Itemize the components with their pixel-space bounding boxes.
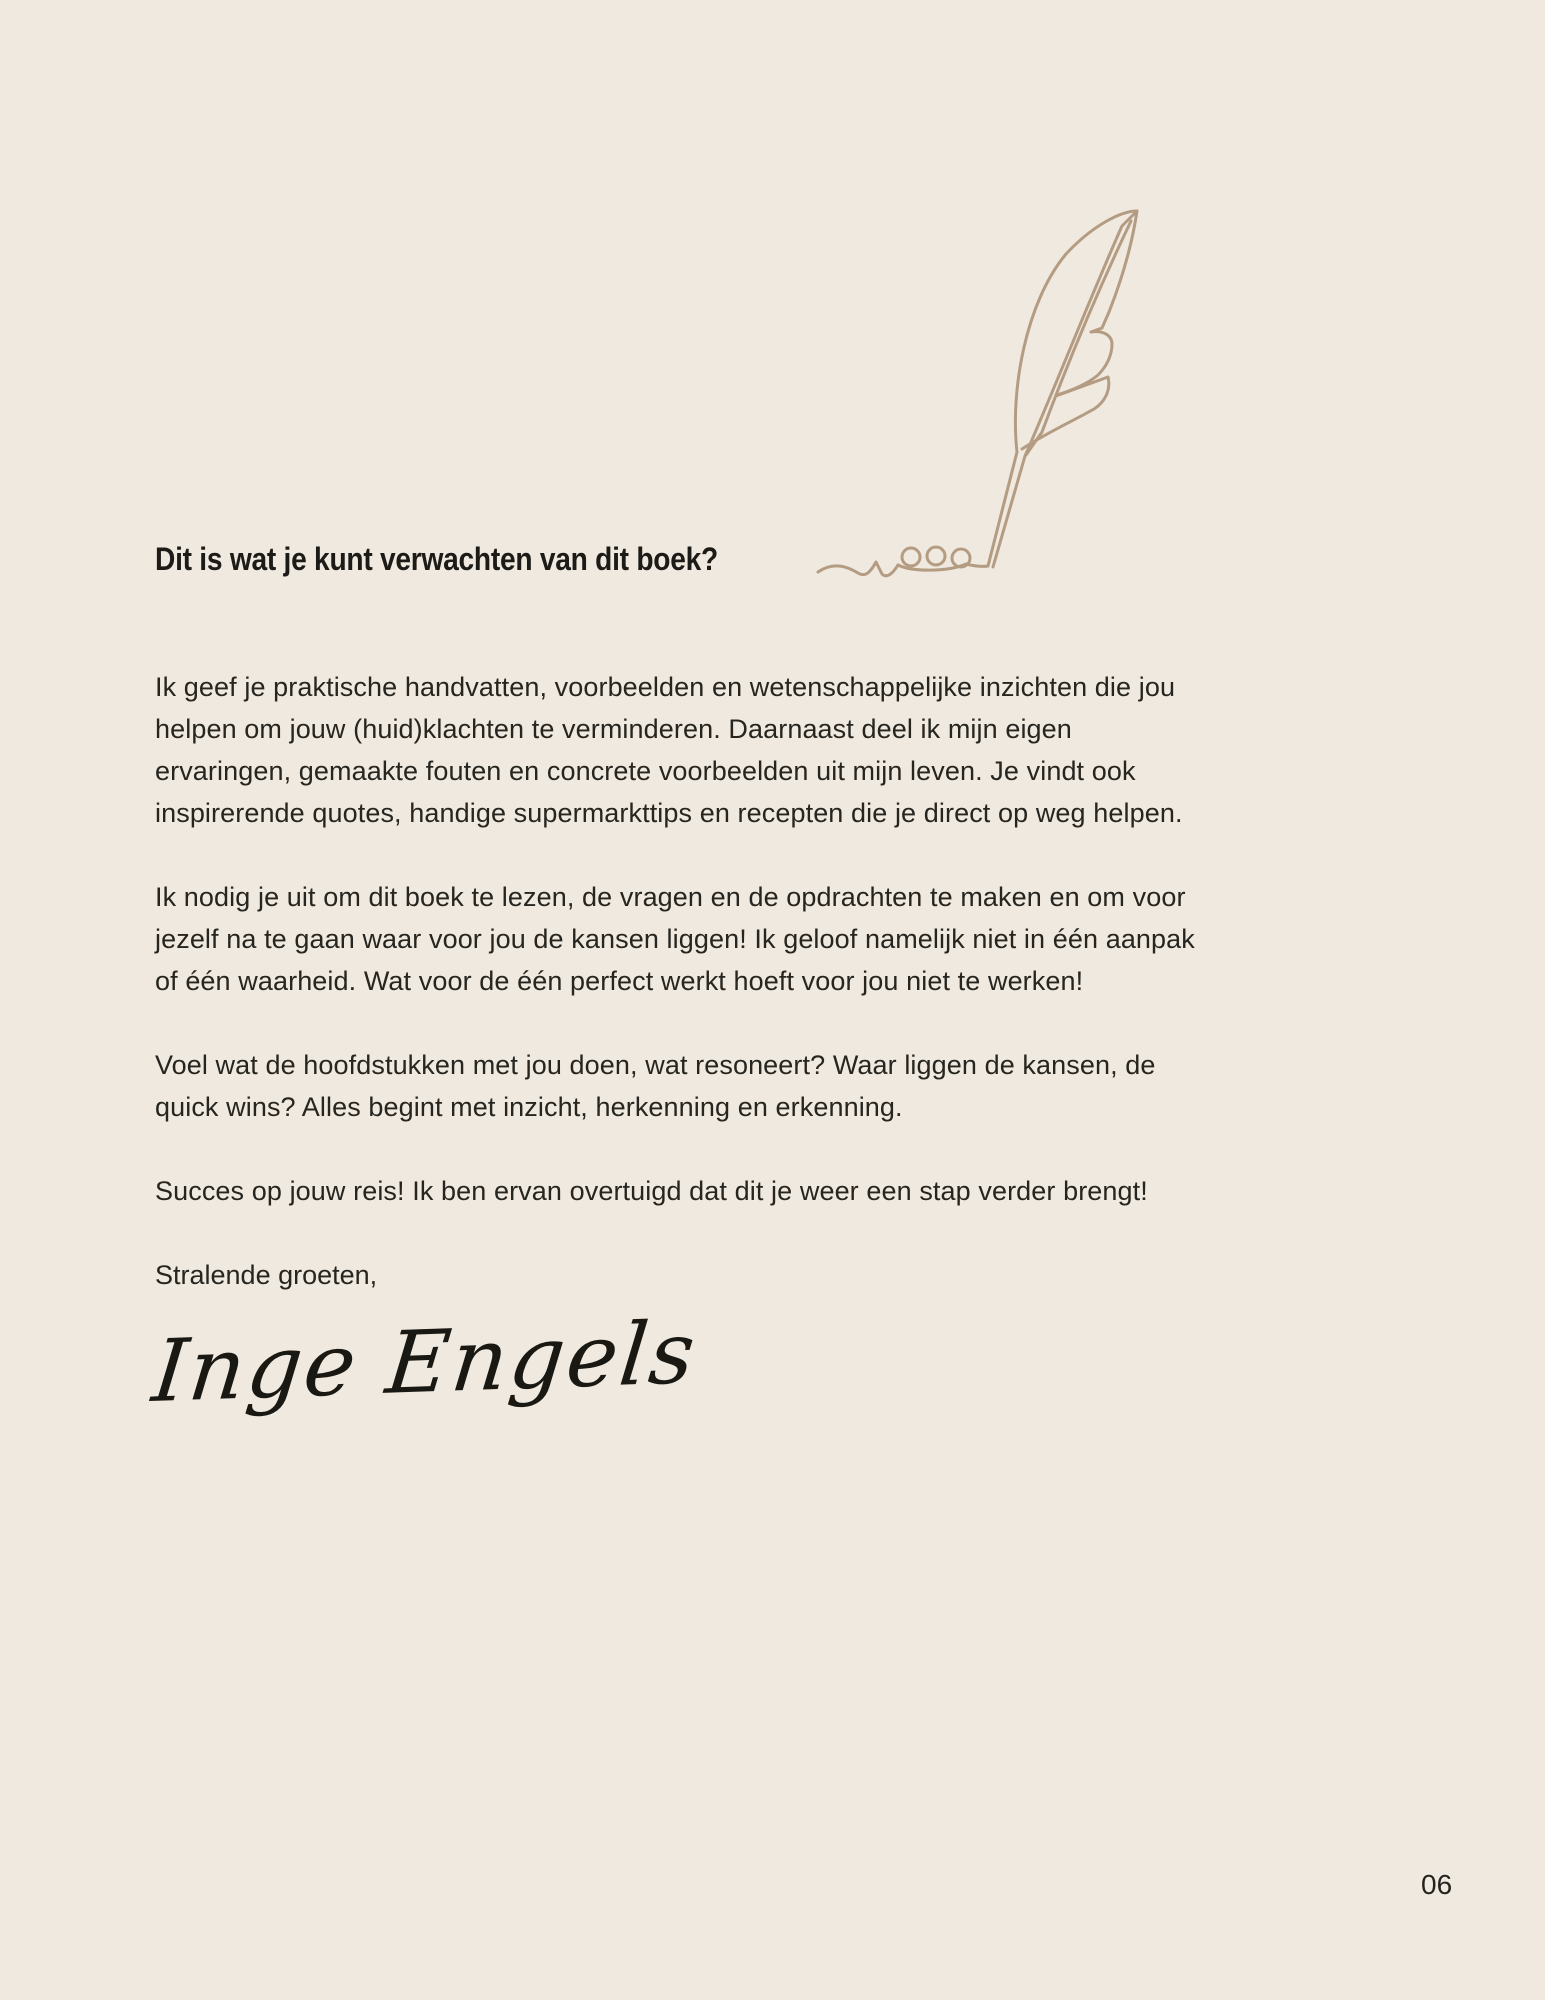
text-line: Ik nodig je uit om dit boek te lezen, de vragen en de opdrachten te maken en om voor — [155, 882, 1186, 912]
text-line: Ik geef je praktische handvatten, voorbeelden en wetenschappelijke inzichten die jou — [155, 672, 1176, 702]
text-line: quick wins? Alles begint met inzicht, herkenning en erkenning. — [155, 1092, 903, 1122]
closing-salutation: Stralende groeten, — [155, 1260, 378, 1290]
body-text — [155, 666, 1195, 1296]
quill-scribble-baseline — [898, 564, 988, 570]
quill-rachis-return — [1026, 221, 1131, 455]
quill-scribble-loop-2 — [927, 547, 945, 565]
quill-upper-lobe — [1057, 332, 1112, 395]
page-number: 06 — [1421, 1869, 1453, 1900]
text-line: helpen om jouw (huid)klachten te verminderen. Daarnaast deel ik mijn eigen — [155, 714, 1072, 744]
text-line: inspirerende quotes, handige supermarkttips en recepten die je direct op weg helpen. — [155, 798, 1183, 828]
quill-lower-lobe — [1022, 377, 1109, 449]
paragraph-3 — [155, 1044, 1195, 1128]
text-line: ervaringen, gemaakte fouten en concrete voorbeelden uit mijn leven. Je vindt ook — [155, 756, 1136, 786]
paragraph-4 — [155, 1170, 1195, 1212]
text-line: Succes op jouw reis! Ik ben ervan overtuigd dat dit je weer een stap verder brengt! — [155, 1176, 1148, 1206]
quill-outer-edge — [988, 211, 1137, 566]
paragraph-2 — [155, 876, 1195, 1002]
quill-scribble-loop-1 — [902, 548, 920, 566]
quill-rachis-up — [993, 211, 1137, 567]
text-line: of één waarheid. Wat voor de één perfect werkt hoeft voor jou niet te werken! — [155, 966, 1084, 996]
paragraph-1 — [155, 666, 1195, 834]
quill-scribble-loop-3 — [952, 549, 970, 567]
text-line: jezelf na te gaan waar voor jou de kansen liggen! Ik geloof namelijk niet in één aanpak — [155, 924, 1195, 954]
page-title: Dit is wat je kunt verwachten van dit boek? — [155, 541, 718, 577]
quill-lower-lobe-edge — [1056, 377, 1108, 396]
quill-right-edge — [1091, 211, 1137, 332]
text-line: Voel wat de hoofdstukken met jou doen, wat resoneert? Waar liggen de kansen, de — [155, 1050, 1156, 1080]
quill-scribble-line — [818, 562, 898, 576]
signature: Inge Engels — [148, 1303, 702, 1422]
